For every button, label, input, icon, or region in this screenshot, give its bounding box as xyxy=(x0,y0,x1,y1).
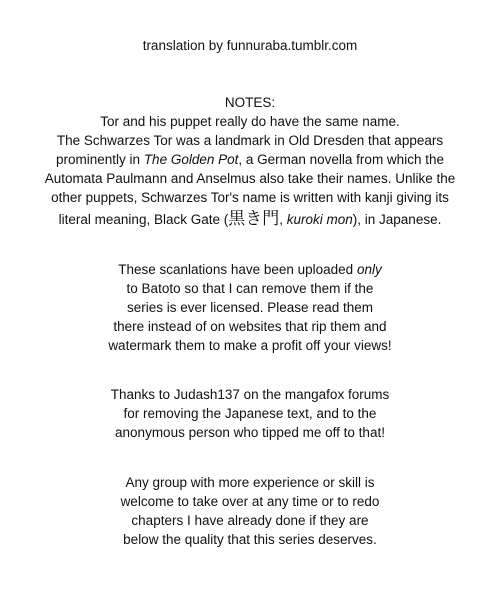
notes-text: prominently in xyxy=(56,152,144,167)
upload-line: series is ever licensed. Please read them xyxy=(126,300,374,315)
notes-line: Tor and his puppet really do have the same name. xyxy=(100,114,400,129)
notes-text: ), in Japanese. xyxy=(352,212,442,227)
kanji-name: 黒き門 xyxy=(228,209,280,228)
recruit-line: chapters I have already done if they are xyxy=(131,513,369,528)
notes-line: The Schwarzes Tor was a landmark in Old Dresden that appears xyxy=(56,133,444,148)
novella-title: The Golden Pot xyxy=(143,152,239,167)
notes-section xyxy=(0,93,500,229)
notes-text: literal meaning, Black Gate ( xyxy=(58,212,229,227)
thanks-line: Thanks to Judash137 on the mangafox forums xyxy=(110,387,390,402)
recruit-line: below the quality that this series deserves. xyxy=(123,532,377,547)
thanks-line: anonymous person who tipped me off to that! xyxy=(115,425,385,440)
upload-line: there instead of on websites that rip them and xyxy=(113,319,387,334)
translator-credit xyxy=(0,36,500,55)
notes-line xyxy=(0,150,500,169)
upload-line: to Batoto so that I can remove them if the xyxy=(126,281,374,296)
upload-text: These scanlations have been uploaded xyxy=(118,262,357,277)
thanks-line: for removing the Japanese text, and to the xyxy=(123,406,377,421)
notes-heading: NOTES: xyxy=(224,95,276,110)
emphasis-only: only xyxy=(356,262,382,277)
notes-line: Automata Paulmann and Anselmus also take their names. Unlike the xyxy=(44,171,456,186)
recruit-line: welcome to take over at any time or to redo xyxy=(120,494,380,509)
recruitment-section xyxy=(0,473,500,549)
notes-line xyxy=(0,209,500,229)
upload-line: watermark them to make a profit off your views! xyxy=(108,338,392,353)
upload-notice xyxy=(0,260,500,355)
notes-text: , a German novella from which the xyxy=(238,152,444,167)
recruit-line: Any group with more experience or skill is xyxy=(125,475,375,490)
credit-text: translation by funnuraba.tumblr.com xyxy=(142,38,358,53)
thanks-section xyxy=(0,385,500,442)
romanized-name: kuroki mon xyxy=(286,212,353,227)
notes-line: other puppets, Schwarzes Tor's name is written with kanji giving its xyxy=(51,190,449,205)
notes-text: , xyxy=(279,212,287,227)
upload-line xyxy=(0,260,500,279)
